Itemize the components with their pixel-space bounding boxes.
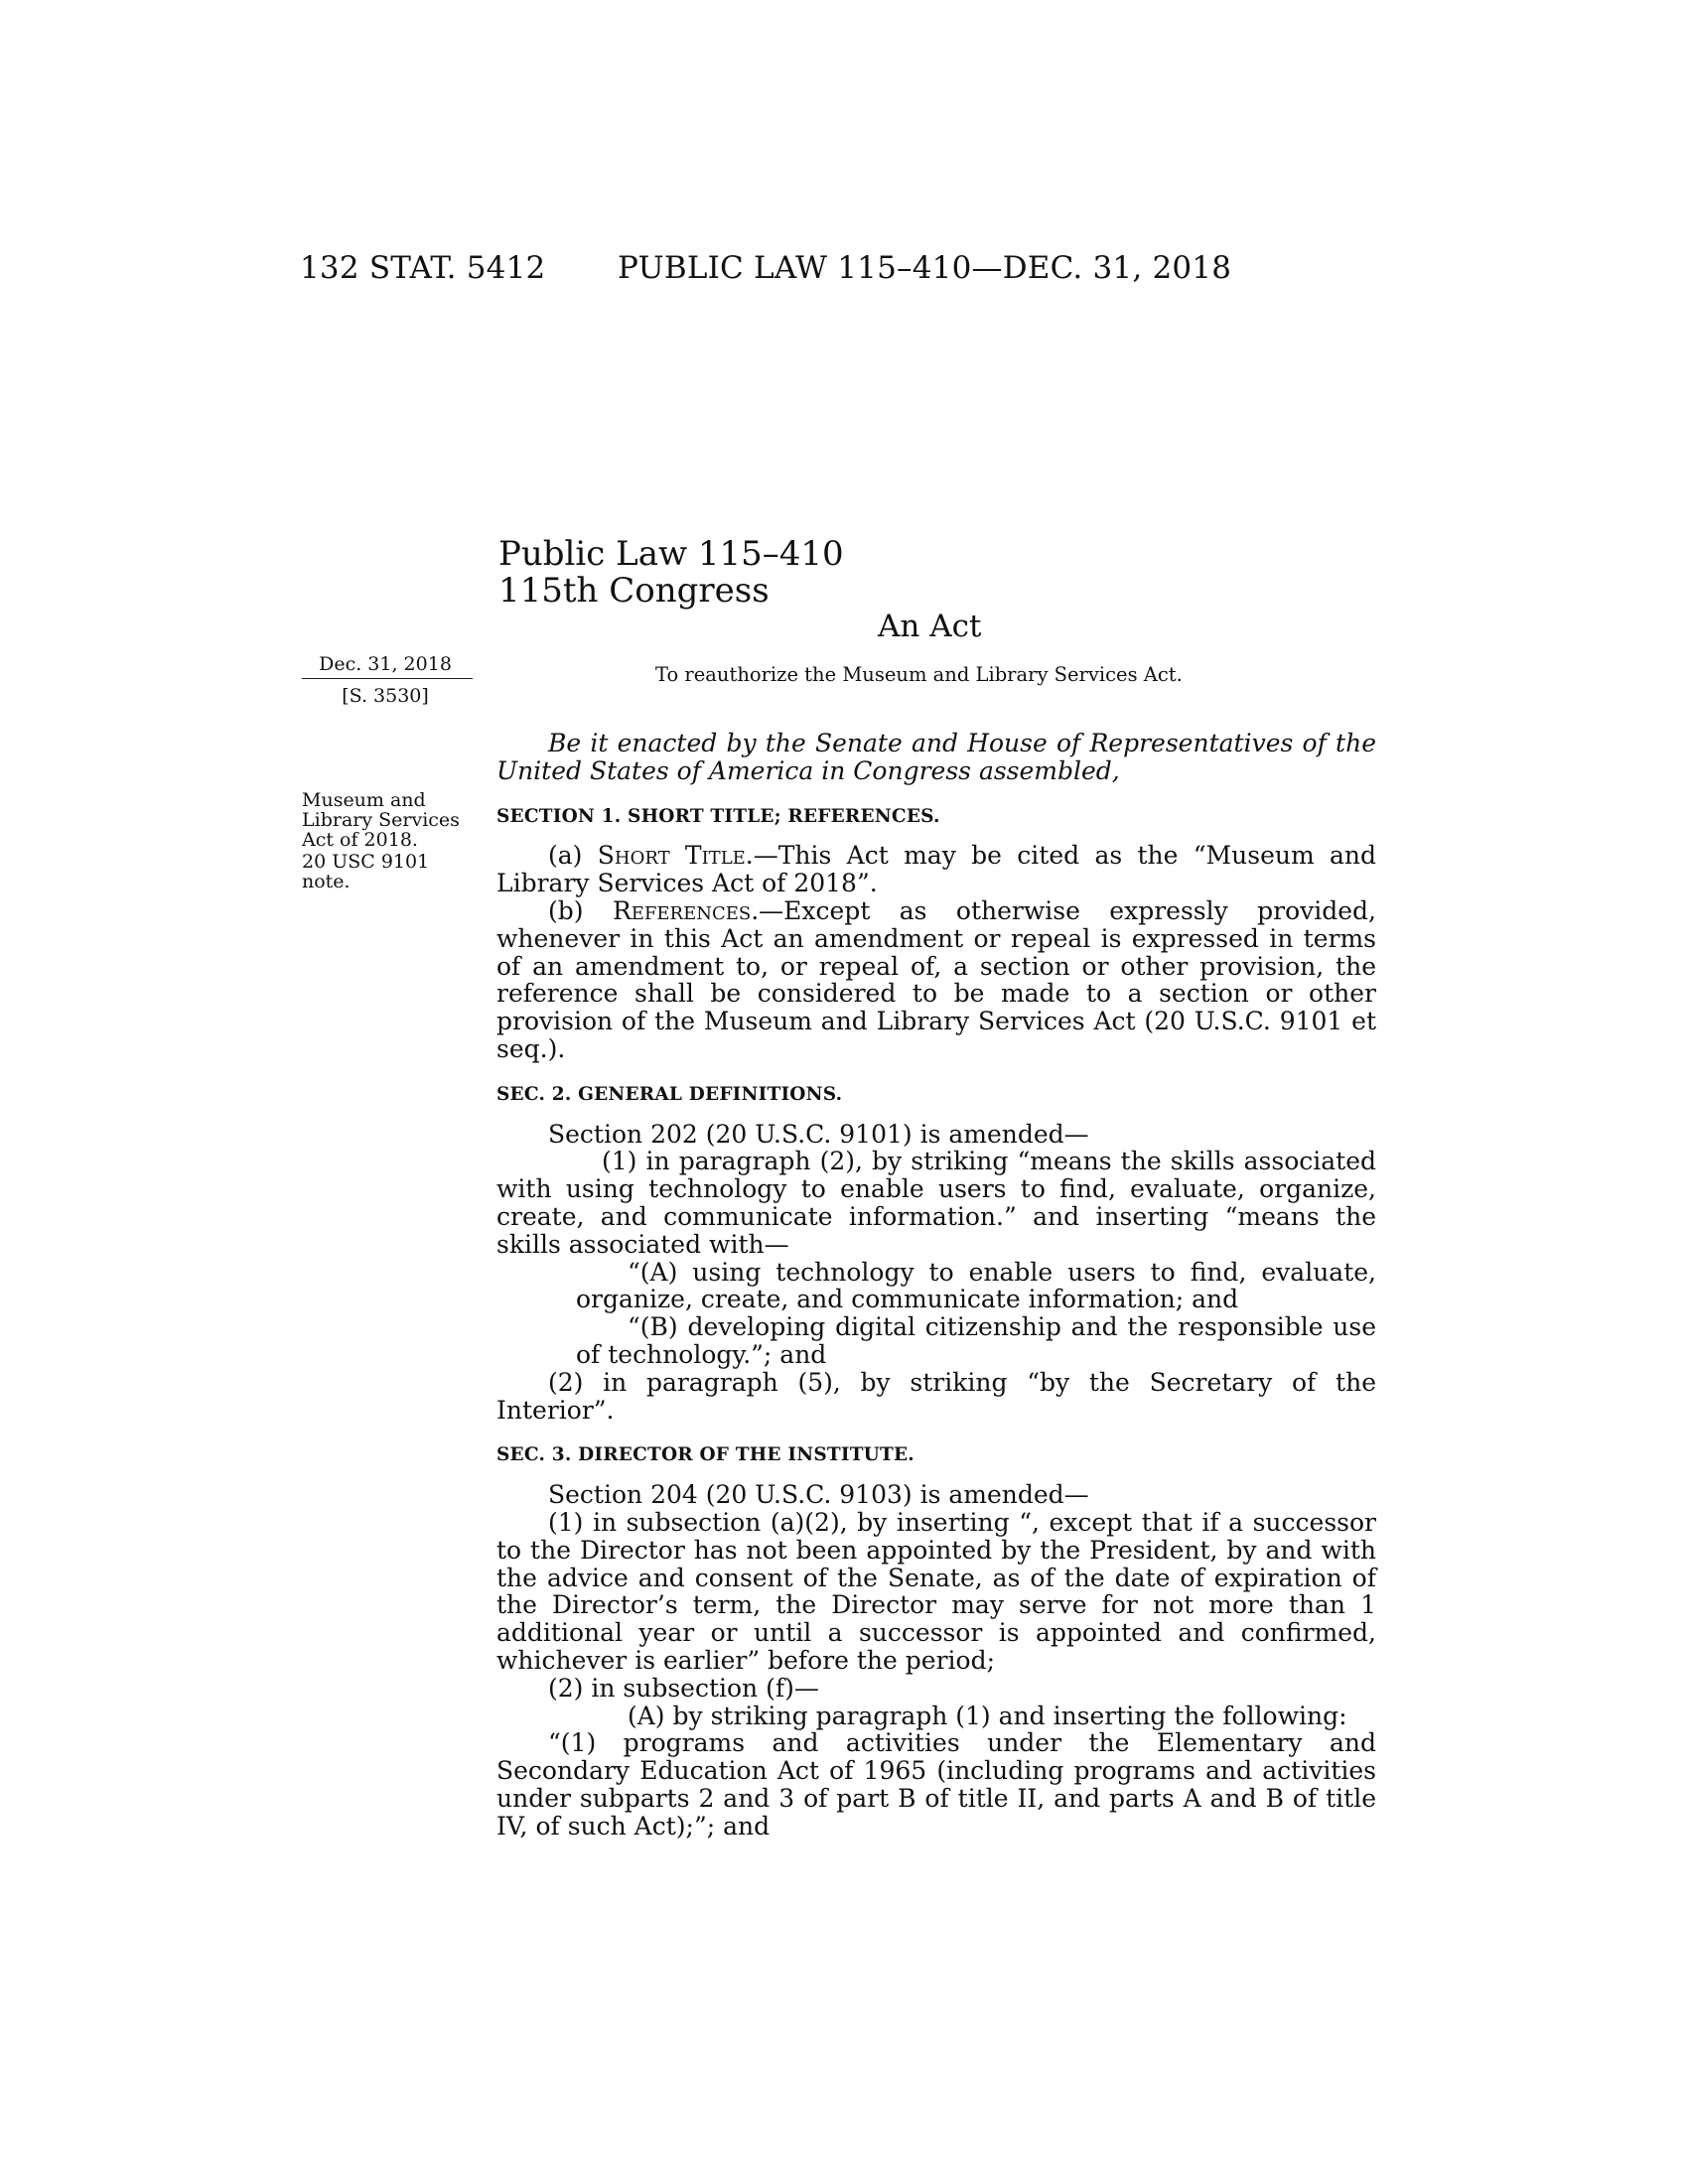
congress: 115th Congress <box>498 571 770 611</box>
margin-date: Dec. 31, 2018 <box>319 653 452 675</box>
section-2-paragraph-1: (1) in paragraph (2), by striking “means the skills associated with using technology to enable users to find, evaluate, organize, create, and communicate information.” and inserting “means the skills associated with— <box>496 1147 1376 1259</box>
section-3-subparagraph-a: (A) by striking paragraph (1) and inserting the following: <box>628 1701 1347 1730</box>
margin-divider <box>302 678 473 679</box>
section-2-subparagraph-b: “(B) developing digital citizenship and the responsible use of technology.”; and <box>576 1312 1376 1369</box>
stat-page-number: 132 STAT. 5412 <box>300 250 546 286</box>
section-1-subsection-a: (a) Short Title.—This Act may be cited as the “Museum and Library Services Act of 2018”. <box>496 841 1377 898</box>
enacting-clause: Be it enacted by the Senate and House of Representatives of the United States of America in Congress assembled, <box>496 729 1376 785</box>
margin-usc-note: 20 USC 9101 note. <box>302 851 430 892</box>
section-3-quoted-paragraph-1: “(1) programs and activities under the Elementary and Secondary Education Act of 1965 (including programs and activities under subparts 2 and 3 of part B of title II, and parts A and B of title IV, of such Act);”; and <box>496 1728 1376 1841</box>
law-body <box>496 730 1376 1840</box>
section-3-paragraph-1: (1) in subsection (a)(2), by inserting “, except that if a successor to the Director has not been appointed by the President, by and with the advice and consent of the Senate, as of the date of expiration of the Director’s term, the Director may serve for not more than 1 additional year or until a successor is appointed and confirmed, whichever is earlier” before the period; <box>496 1507 1376 1675</box>
act-heading: An Act <box>878 609 982 644</box>
section-2-heading: SEC. 2. GENERAL DEFINITIONS. <box>496 1083 843 1105</box>
section-1-subsection-b: (b) References.—Except as otherwise expressly provided, whenever in this Act an amendment or repeal is expressed in terms of an amendment to, or repeal of, a section or other provision, the reference shall be considered to be made to a section or other provision of the Museum and Library Services Act (20 U.S.C. 9101 et seq.). <box>496 895 1377 1063</box>
margin-bill-number: [S. 3530] <box>342 685 429 707</box>
running-title: PUBLIC LAW 115–410—DEC. 31, 2018 <box>618 250 1232 286</box>
section-2-paragraph-2: (2) in paragraph (5), by striking “by the Secretary of the Interior”. <box>496 1367 1376 1425</box>
section-3-intro: Section 204 (20 U.S.C. 9103) is amended— <box>548 1480 1089 1510</box>
section-2-intro: Section 202 (20 U.S.C. 9101) is amended— <box>548 1119 1089 1149</box>
section-3-paragraph-2: (2) in subsection (f)— <box>548 1673 819 1703</box>
section-2-subparagraph-a: “(A) using technology to enable users to find, evaluate, organize, create, and communicate information; and <box>576 1257 1376 1314</box>
section-1-heading: SECTION 1. SHORT TITLE; REFERENCES. <box>496 805 940 827</box>
law-title-block <box>498 536 844 610</box>
law-number: Public Law 115–410 <box>498 534 844 574</box>
act-purpose: To reauthorize the Museum and Library Services Act. <box>655 663 1183 686</box>
margin-short-title-note: Museum and Library Services Act of 2018. <box>302 789 460 851</box>
section-3-heading: SEC. 3. DIRECTOR OF THE INSTITUTE. <box>496 1444 914 1466</box>
